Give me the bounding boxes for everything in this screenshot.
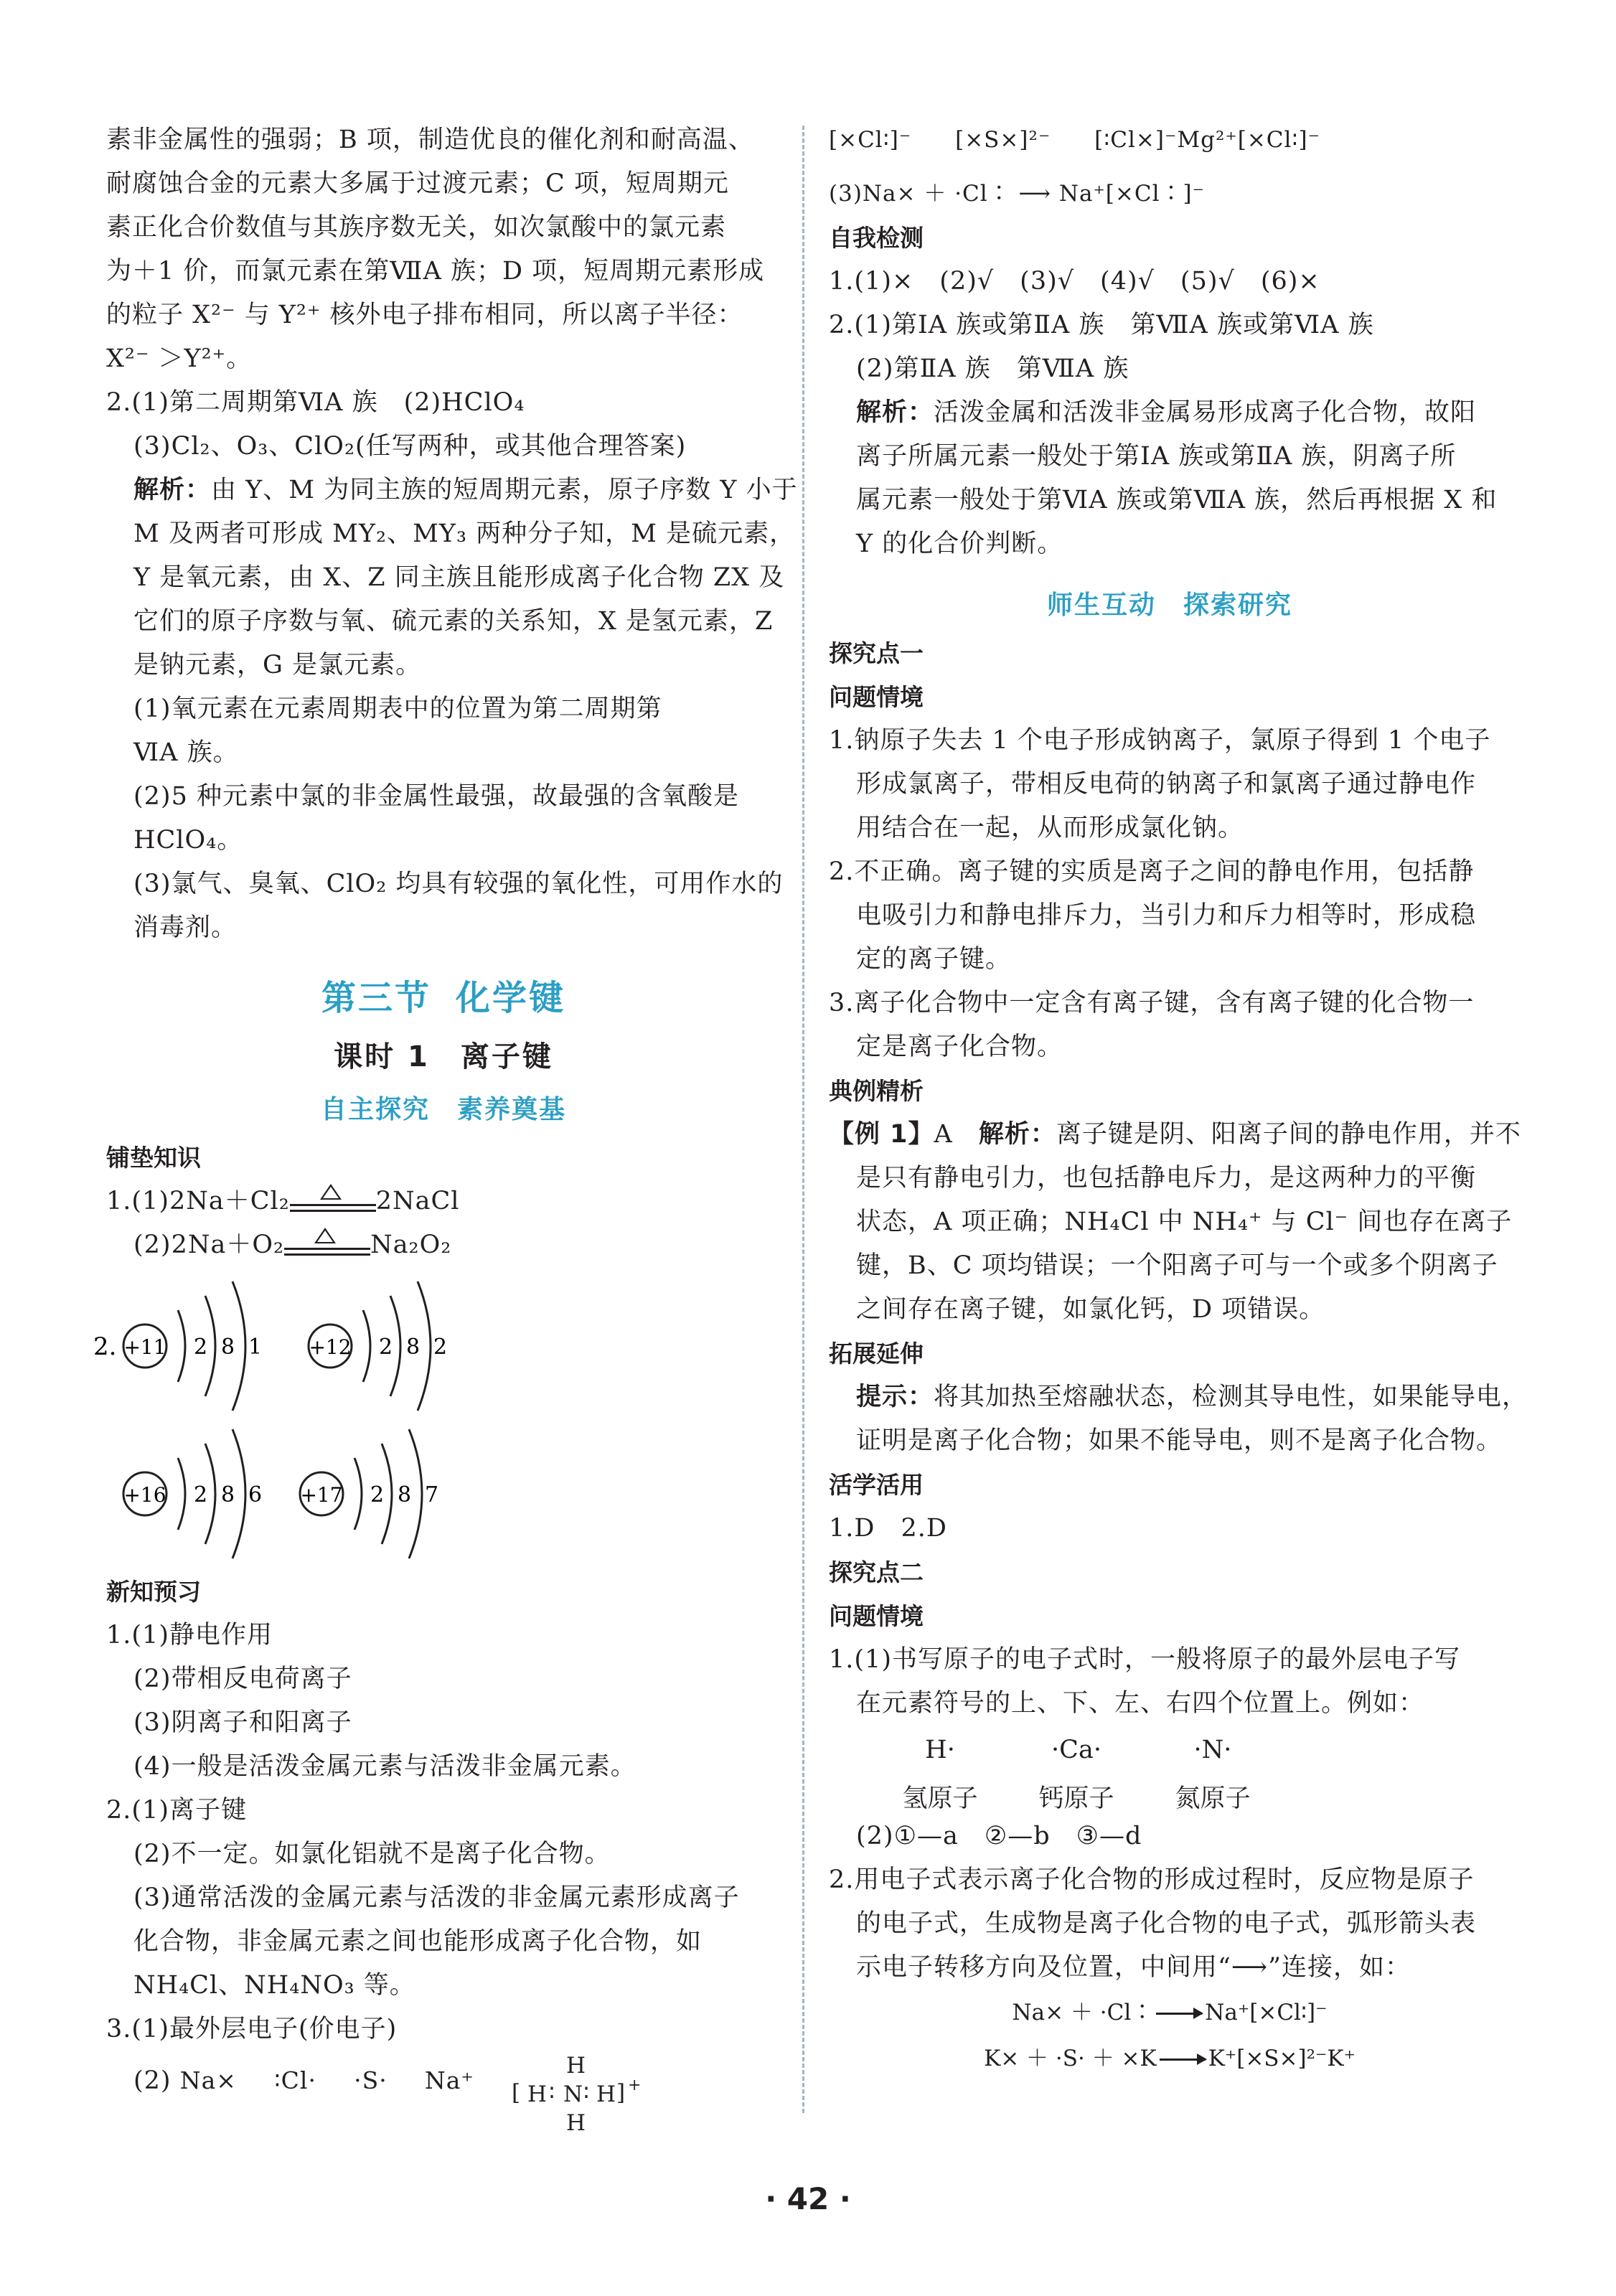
atom-n: N xyxy=(563,2081,584,2107)
atom-diagram-na xyxy=(123,1281,262,1411)
text-line: NH₄Cl、NH₄NO₃ 等。 xyxy=(133,1971,415,2000)
text-line: 离子所属元素一般处于第ⅠA 族或第ⅡA 族，阴离子所 xyxy=(856,442,1457,471)
electron-dot-symbol: H· xyxy=(925,1736,955,1764)
formation-example-nacl xyxy=(829,1990,1511,2036)
example-answer: A xyxy=(934,1120,953,1149)
text-line: 的粒子 X²⁻ 与 Y²⁺ 核外电子排布相同，所以离子半径： xyxy=(106,301,743,329)
text-line: (3)阴离子和阳离子 xyxy=(133,1708,352,1737)
section-number: 第三节 xyxy=(321,978,431,1018)
text-line: 定是离子化合物。 xyxy=(856,1032,1063,1061)
text-line: (2)带相反电荷离子 xyxy=(133,1665,352,1693)
atom-name: 氢原子 xyxy=(902,1784,978,1813)
equation-line xyxy=(106,1223,781,1267)
electron-formula: ∶Cl· xyxy=(274,2066,316,2094)
text-line: 耐腐蚀合金的元素大多属于过渡元素；C 项，短周期元 xyxy=(106,169,729,198)
atom-h: H xyxy=(565,2052,586,2079)
heat-condition-sign xyxy=(290,1188,376,1217)
electron-dot-symbol: ·Ca· xyxy=(1051,1736,1101,1764)
formation-lhs: K× ＋ ·S· ＋ ×K xyxy=(984,2046,1157,2071)
text-line: ⅥA 族。 xyxy=(133,738,239,767)
electron-formula: Na⁺ xyxy=(424,2066,474,2094)
atom-h: H xyxy=(565,2109,586,2136)
subheading-pudian: 铺垫知识 xyxy=(106,1144,201,1172)
shell-electrons: 8 xyxy=(221,1335,235,1360)
section-banner: 自主探究 素养奠基 xyxy=(320,1095,566,1124)
atom-name: 钙原子 xyxy=(1038,1784,1114,1813)
example-line xyxy=(829,1113,1521,1157)
subheading-huoxue: 活学活用 xyxy=(829,1471,924,1499)
text-line: 之间存在离子键，如氯化钙，D 项错误。 xyxy=(856,1295,1325,1324)
left-column xyxy=(93,118,798,2136)
text-line: 示电子转移方向及位置，中间用“⟶”连接，如： xyxy=(856,1953,1411,1982)
hint-label: 提示： xyxy=(856,1383,934,1411)
analysis-line xyxy=(106,469,798,512)
answer-line: 1.(1)× (2)√ (3)√ (4)√ (5)√ (6)× xyxy=(829,267,1320,296)
atom-h: H xyxy=(596,2081,616,2107)
text-line: 它们的原子序数与氧、硫元素的关系知，X 是氢元素，Z xyxy=(133,607,774,636)
hint-line xyxy=(829,1375,1528,1419)
text-line: 电吸引力和静电排斥力，当引力和斥力相等时，形成稳 xyxy=(856,901,1477,930)
analysis-text: 活泼金属和活泼非金属易形成离子化合物，故阳 xyxy=(934,398,1477,427)
shell-electrons: 1 xyxy=(248,1335,263,1360)
text-line: 2.不正确。离子键的实质是离子之间的静电作用，包括静 xyxy=(829,857,1475,886)
shell-electrons: 2 xyxy=(379,1335,393,1360)
nucleus-charge: +12 xyxy=(309,1335,352,1359)
text-line: (4)一般是活泼金属元素与活泼非金属元素。 xyxy=(133,1752,636,1781)
subheading-point-two: 探究点二 xyxy=(829,1558,924,1586)
text-line: 素正化合价数值与其族序数无关，如次氯酸中的氯元素 xyxy=(106,213,727,242)
subheading-tuozhan: 拓展延伸 xyxy=(829,1340,924,1368)
reaction-arrow-icon xyxy=(1156,2013,1202,2015)
text-line: X²⁻ ＞Y²⁺。 xyxy=(106,344,253,373)
ion-charge: + xyxy=(627,2076,642,2094)
equation-line xyxy=(106,1180,781,1223)
electron-formula: ·S· xyxy=(354,2066,387,2094)
text-line: 在元素符号的上、下、左、右四个位置上。例如： xyxy=(856,1689,1425,1718)
shell-electrons: 7 xyxy=(425,1482,439,1507)
atom-diagram-mg xyxy=(309,1281,447,1411)
answer-line: 2.(1)第二周期第ⅥA 族 (2)HClO₄ xyxy=(106,388,525,417)
text-line: M 及两者可形成 MY₂、MY₃ 两种分子知，M 是硫元素， xyxy=(133,519,796,548)
shell-electrons: 8 xyxy=(221,1482,235,1507)
atom-diagram-s xyxy=(123,1429,262,1558)
electron-formula: [×Cl∶]⁻ xyxy=(829,127,912,153)
nucleus-charge: +16 xyxy=(123,1483,166,1507)
equation-left: 1.(1)2Na＋Cl₂ xyxy=(106,1187,290,1215)
answer-line: (3)Cl₂、O₃、ClO₂(任写两种，或其他合理答案) xyxy=(133,432,687,461)
example-tag: 【例 1】 xyxy=(829,1120,934,1149)
atom-h: H xyxy=(527,2081,548,2107)
text-line: (1)氧元素在元素周期表中的位置为第二周期第 xyxy=(133,695,662,723)
analysis-label: 解析： xyxy=(856,398,934,427)
subheading-wenti: 问题情境 xyxy=(829,1602,924,1630)
text-line: 素非金属性的强弱；B 项，制造优良的催化剂和耐高温、 xyxy=(106,126,754,154)
atom-name: 氮原子 xyxy=(1175,1784,1251,1813)
text-line: 用结合在一起，从而形成氯化钠。 xyxy=(856,814,1244,842)
formation-lhs: Na× ＋ ·Cl∶ xyxy=(1012,2000,1154,2026)
shell-electrons: 6 xyxy=(248,1482,263,1507)
text-line: 证明是离子化合物；如果不能导电，则不是离子化合物。 xyxy=(856,1426,1503,1455)
lesson-title: 课时 1 离子键 xyxy=(334,1040,553,1073)
electron-dot-examples xyxy=(872,1736,1511,1764)
answer-line: (2)第ⅡA 族 第ⅦA 族 xyxy=(856,354,1129,383)
atom-diagram-cl xyxy=(300,1429,438,1558)
section-name: 化学键 xyxy=(456,978,566,1018)
text-line: 为＋1 价，而氯元素在第ⅦA 族；D 项，短周期元素形成 xyxy=(106,257,765,286)
ammonium-electron-formula: [ H ∶ N H H ∶ H ] + xyxy=(512,2061,662,2104)
ion-formulas-line xyxy=(829,118,1511,162)
nucleus-charge: +17 xyxy=(300,1483,343,1507)
column-divider xyxy=(802,126,804,2113)
text-line: 2.用电子式表示离子化合物的形成过程时，反应物是原子 xyxy=(829,1866,1475,1894)
reaction-arrow-icon xyxy=(1160,2059,1206,2061)
formation-rhs: K⁺[×S×]²⁻K⁺ xyxy=(1208,2046,1356,2071)
text-line: (2)5 种元素中氯的非金属性最强，故最强的含氧酸是 xyxy=(133,782,739,811)
section-title xyxy=(106,970,781,1020)
subheading-dianli: 典例精析 xyxy=(829,1077,924,1105)
analysis-line xyxy=(829,391,1511,435)
equation-right: Na₂O₂ xyxy=(370,1231,452,1259)
equation-right: 2NaCl xyxy=(375,1187,460,1215)
electron-formula-line xyxy=(106,2052,781,2136)
subheading-point-one: 探究点一 xyxy=(829,639,924,667)
page-number: · 42 · xyxy=(765,2181,851,2216)
answer-line: 2.(1)第ⅠA 族或第ⅡA 族 第ⅦA 族或第ⅥA 族 xyxy=(829,311,1374,339)
text-line: 3.(1)最外层电子(价电子) xyxy=(106,2015,398,2043)
subheading-wenti: 问题情境 xyxy=(829,683,924,711)
analysis-label: 解析： xyxy=(133,476,212,504)
text-line: 是只有静电引力，也包括静电斥力，是这两种力的平衡 xyxy=(856,1164,1477,1192)
text-line: 属元素一般处于第ⅥA 族或第ⅦA 族，然后再根据 X 和 xyxy=(856,486,1498,514)
atomic-structure-diagrams xyxy=(93,1271,775,1566)
text-line: 化合物，非金属元素之间也能形成离子化合物，如 xyxy=(133,1927,703,1956)
item-number: 2. xyxy=(93,1332,117,1361)
shell-electrons: 2 xyxy=(370,1482,385,1507)
subheading-zijian: 自我检测 xyxy=(829,224,924,252)
shell-electrons: 2 xyxy=(194,1482,208,1507)
text-line: 定的离子键。 xyxy=(856,945,1012,974)
text-line: 键，B、C 项均错误；一个阳离子可与一个或多个阴离子 xyxy=(856,1251,1498,1280)
electron-dot-symbol: ·N· xyxy=(1193,1736,1232,1764)
analysis-text: 离子键是阴、阳离子间的静电作用，并不 xyxy=(1056,1120,1521,1149)
text-line: 1.(1)书写原子的电子式时，一般将原子的最外层电子写 xyxy=(829,1645,1460,1674)
formation-rhs: Na⁺[×Cl∶]⁻ xyxy=(1205,2000,1328,2026)
electron-formula: [∶Cl×]⁻Mg²⁺[×Cl∶]⁻ xyxy=(1094,127,1320,153)
shell-electrons: 8 xyxy=(406,1335,421,1360)
shell-electrons: 2 xyxy=(194,1335,208,1360)
hint-text: 将其加热至熔融状态，检测其导电性，如果能导电， xyxy=(934,1383,1528,1411)
shell-electrons: 2 xyxy=(433,1335,448,1360)
electron-formula: Na× xyxy=(179,2066,237,2094)
text-line: 1.钠原子失去 1 个电子形成钠离子，氯原子得到 1 个电子 xyxy=(829,726,1491,755)
shell-electrons: 8 xyxy=(398,1482,412,1507)
text-line: (2)不一定。如氯化铝就不是离子化合物。 xyxy=(133,1840,611,1868)
heat-condition-sign xyxy=(284,1232,370,1261)
answer-line: 1.D 2.D xyxy=(829,1514,947,1543)
text-line: Y 的化合价判断。 xyxy=(856,530,1063,558)
text-line: (3)通常活泼的金属元素与活泼的非金属元素形成离子 xyxy=(133,1883,740,1912)
equation-left: (2)2Na＋O₂ xyxy=(133,1231,285,1259)
text-line: 是钠元素，G 是氯元素。 xyxy=(133,651,422,679)
text-line: 消毒剂。 xyxy=(133,913,238,942)
electron-formula: [×S×]²⁻ xyxy=(955,127,1051,153)
text-line: 3.离子化合物中一定含有离子键，含有离子键的化合物一 xyxy=(829,989,1475,1017)
text-line: 的电子式，生成物是离子化合物的电子式，弧形箭头表 xyxy=(856,1909,1477,1938)
item-label: (2) xyxy=(133,2066,172,2095)
text-line: 形成氯离子，带相反电荷的钠离子和氯离子通过静电作 xyxy=(856,770,1477,799)
text-line: 1.(1)静电作用 xyxy=(106,1621,273,1650)
text-line: Y 是氧元素，由 X、Z 同主族且能形成离子化合物 ZX 及 xyxy=(133,563,785,592)
electron-dot-names xyxy=(872,1779,1511,1815)
text-line: 2.(1)离子键 xyxy=(106,1796,247,1825)
text-line: 状态，A 项正确；NH₄Cl 中 NH₄⁺ 与 Cl⁻ 间也存在离子 xyxy=(856,1208,1513,1236)
section-banner: 师生互动 探索研究 xyxy=(1046,591,1292,620)
text-line: HClO₄。 xyxy=(133,826,243,855)
subheading-xinzhi: 新知预习 xyxy=(106,1578,201,1606)
analysis-text: 由 Y、M 为同主族的短周期元素，原子序数 Y 小于 xyxy=(211,476,798,504)
formation-example-k2s xyxy=(829,2036,1511,2081)
answer-line: (2)①—a ②—b ③—d xyxy=(856,1822,1142,1850)
nucleus-charge: +11 xyxy=(123,1335,166,1359)
text-line: (3)氯气、臭氧、ClO₂ 均具有较强的氧化性，可用作水的 xyxy=(133,870,784,898)
right-column xyxy=(829,118,1528,2081)
formation-process-line: (3)Na× ＋ ·Cl∶ ⟶ Na⁺[×Cl∶]⁻ xyxy=(829,181,1205,207)
analysis-label: 解析： xyxy=(978,1120,1056,1149)
